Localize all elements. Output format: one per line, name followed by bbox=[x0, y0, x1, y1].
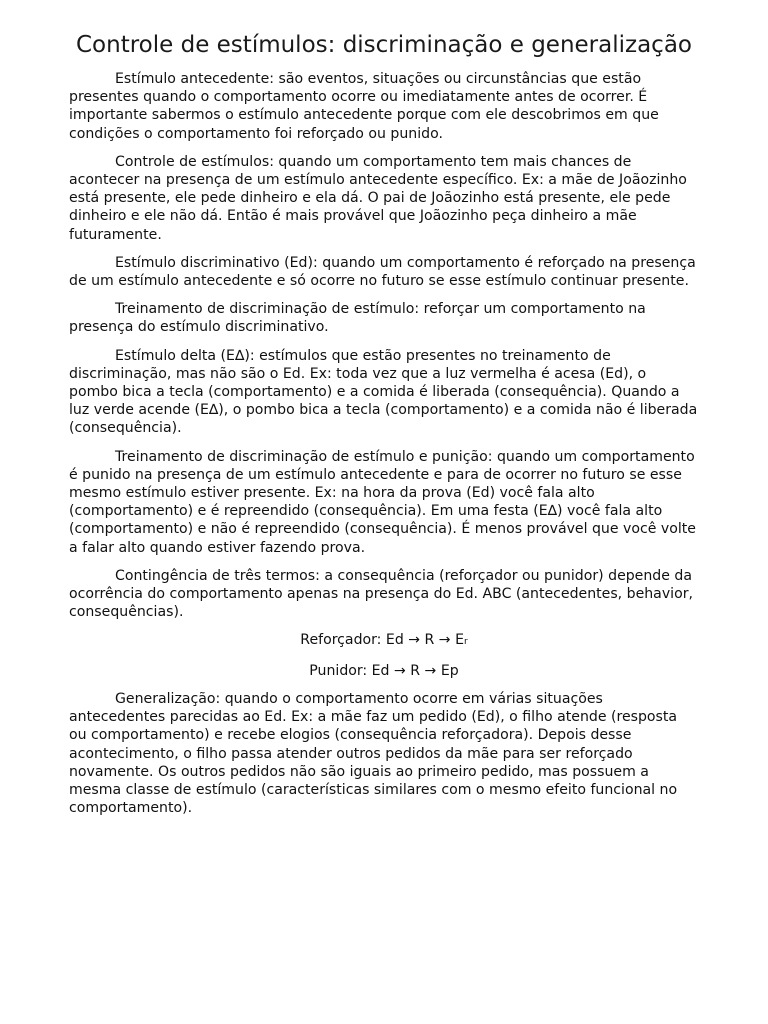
paragraph-estimulo-delta: Estímulo delta (E∆): estímulos que estão presentes no treinamento de discriminação, mas não são o Ed. Ex: toda vez que a luz vermelha é acesa (Ed), o pombo bica a tecla (comportamento) e a comida é liberada (consequência). Quando a luz verde acende (E∆), o pombo bica a tecla (comportamento) e a comida não é liberada (consequência). bbox=[69, 347, 698, 437]
paragraph-treinamento-discriminacao: Treinamento de discriminação de estímulo: reforçar um comportamento na presença do estímulo discriminativo. bbox=[69, 301, 646, 336]
formula-reforcador-subscript: r bbox=[464, 637, 468, 648]
formula-reforcador-main: Reforçador: Ed → R → E bbox=[300, 632, 464, 649]
paragraph-discriminacao-e-punicao: Treinamento de discriminação de estímulo e punição: quando um comportamento é punido na presença de um estímulo antecedente e para de ocorrer no futuro se esse mesmo estímulo estiver presente. Ex: na hora da prova (Ed) você fala alto (comportamento) e é repreendido (consequência). Em uma festa (E∆) você fala alto (comportamento) e não é repreendido (consequência). É menos provável que você volte a falar alto quando estiver fazendo prova. bbox=[69, 448, 696, 556]
paragraph-controle-de-estimulos: Controle de estímulos: quando um comportamento tem mais chances de acontecer na presença de um estímulo antecedente específico. Ex: a mãe de Joãozinho está presente, ele pede dinheiro e ela dá. O pai de Joãozinho está presente, ele pede dinheiro e ele não dá. Então é mais provável que Joãozinho peça dinheiro a mãe futuramente. bbox=[69, 153, 687, 243]
document-title: Controle de estímulos: discriminação e generalização bbox=[76, 32, 692, 58]
formula-reforcador bbox=[69, 631, 699, 651]
paragraph-generalizacao: Generalização: quando o comportamento ocorre em várias situações antecedentes parecidas ao Ed. Ex: a mãe faz um pedido (Ed), o filho atende (resposta ou comportamento) e recebe elogios (consequência reforçadora). Depois desse acontecimento, o filho passa atender outros pedidos da mãe para ser reforçado novamente. Os outros pedidos não são iguais ao primeiro pedido, mas possuem a mesma classe de estímulo (características similares com o mesmo efeito funcional no comportamento). bbox=[69, 690, 678, 817]
paragraph-estimulo-discriminativo: Estímulo discriminativo (Ed): quando um comportamento é reforçado na presença de um estímulo antecedente e só ocorre no futuro se esse estímulo continuar presente. bbox=[69, 254, 696, 290]
paragraph-estimulo-antecedente: Estímulo antecedente: são eventos, situações ou circunstâncias que estão presentes quando o comportamento ocorre ou imediatamente antes de ocorrer. É importante sabermos o estímulo antecedente porque com ele descobrimos em que condições o comportamento foi reforçado ou punido. bbox=[69, 71, 659, 142]
paragraph-contingencia-tres-termos: Contingência de três termos: a consequência (reforçador ou punidor) depende da ocorrência do comportamento apenas na presença do Ed. ABC (antecedentes, behavior, consequências). bbox=[69, 567, 693, 621]
formula-punidor: Punidor: Ed → R → Ep bbox=[309, 662, 459, 679]
document-page bbox=[69, 30, 699, 827]
